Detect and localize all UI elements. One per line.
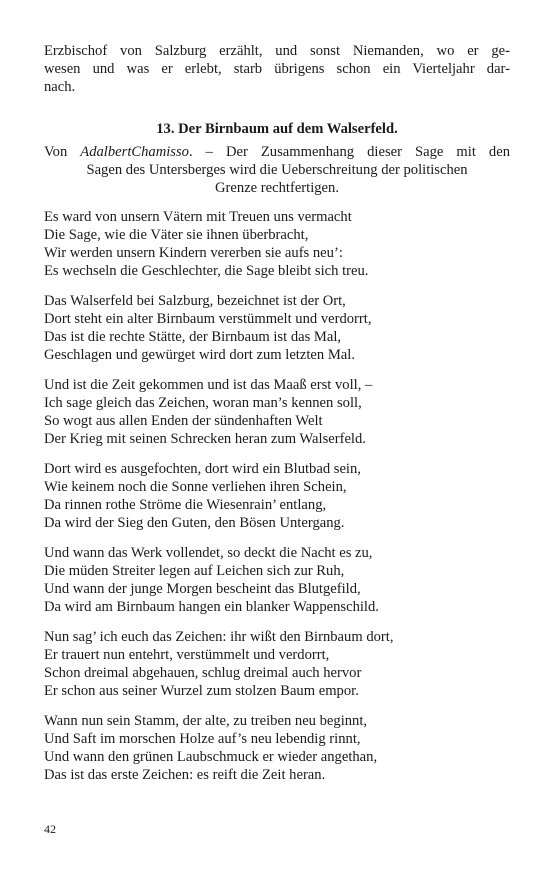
verse: Wir werden unsern Kindern vererben sie aufs neu’: bbox=[44, 245, 343, 261]
verse: Ich sage gleich das Zeichen, woran man’s kennen soll, bbox=[44, 395, 362, 411]
attribution-line-3: Grenze rechtfertigen. bbox=[215, 180, 339, 196]
poem bbox=[44, 208, 510, 796]
verse: Er trauert nun entehrt, verstümmelt und verdorrt, bbox=[44, 647, 330, 663]
stanza bbox=[44, 628, 510, 700]
verse: Dort wird es ausgefochten, dort wird ein Blutbad sein, bbox=[44, 461, 361, 477]
verse: Das ist das erste Zeichen: es reift die Zeit heran. bbox=[44, 767, 326, 783]
stanza bbox=[44, 712, 510, 784]
verse: Nun sag’ ich euch das Zeichen: ihr wißt den Birnbaum dort, bbox=[44, 629, 394, 645]
verse: Geschlagen und gewürget wird dort zum letzten Mal. bbox=[44, 347, 355, 363]
verse: Und Saft im morschen Holze auf’s neu lebendig rinnt, bbox=[44, 731, 361, 747]
verse: Und wann der junge Morgen bescheint das Blutgefild, bbox=[44, 581, 361, 597]
verse: Er schon aus seiner Wurzel zum stolzen Baum empor. bbox=[44, 683, 359, 699]
attribution-prefix: Von bbox=[44, 144, 81, 160]
stanza bbox=[44, 292, 510, 364]
verse: Die Sage, wie die Väter sie ihnen überbracht, bbox=[44, 227, 309, 243]
intro-line-1: Erzbischof von Salzburg erzählt, und sonst Niemanden, wo er ge- bbox=[44, 43, 510, 59]
page-number: 42 bbox=[44, 822, 56, 836]
attribution-line-1 bbox=[44, 143, 510, 161]
verse: Und wann das Werk vollendet, so deckt die Nacht es zu, bbox=[44, 545, 373, 561]
verse: Schon dreimal abgehauen, schlug dreimal auch hervor bbox=[44, 665, 362, 681]
attribution-line-2: Sagen des Untersberges wird die Ueberschreitung der politischen bbox=[86, 162, 468, 178]
verse: Da wird der Sieg den Guten, den Bösen Untergang. bbox=[44, 515, 345, 531]
attribution-rest: . – Der Zusammenhang dieser Sage mit den bbox=[188, 144, 510, 160]
attribution-author: AdalbertChamisso bbox=[80, 144, 189, 160]
intro-line-2: wesen und was er erlebt, starb übrigens schon ein Vierteljahr dar- bbox=[44, 61, 510, 77]
intro-paragraph bbox=[44, 42, 510, 96]
verse: Wann nun sein Stamm, der alte, zu treiben neu beginnt, bbox=[44, 713, 368, 729]
stanza bbox=[44, 376, 510, 448]
intro-line-3: nach. bbox=[44, 79, 76, 95]
stanza bbox=[44, 544, 510, 616]
section-heading: 13. Der Birnbaum auf dem Walserfeld. bbox=[156, 121, 398, 137]
verse: Da wird am Birnbaum hangen ein blanker Wappenschild. bbox=[44, 599, 379, 615]
verse: Der Krieg mit seinen Schrecken heran zum Walserfeld. bbox=[44, 431, 366, 447]
verse: Das ist die rechte Stätte, der Birnbaum ist das Mal, bbox=[44, 329, 342, 345]
stanza bbox=[44, 460, 510, 532]
verse: Es ward von unsern Vätern mit Treuen uns vermacht bbox=[44, 209, 352, 225]
verse: Und wann den grünen Laubschmuck er wieder angethan, bbox=[44, 749, 378, 765]
verse: Das Walserfeld bei Salzburg, bezeichnet ist der Ort, bbox=[44, 293, 346, 309]
verse: Und ist die Zeit gekommen und ist das Maaß erst voll, – bbox=[44, 377, 373, 393]
verse: So wogt aus allen Enden der sündenhaften Welt bbox=[44, 413, 323, 429]
verse: Dort steht ein alter Birnbaum verstümmelt und verdorrt, bbox=[44, 311, 372, 327]
verse: Die müden Streiter legen auf Leichen sich zur Ruh, bbox=[44, 563, 345, 579]
stanza bbox=[44, 208, 510, 280]
attribution-paragraph bbox=[44, 143, 510, 197]
verse: Es wechseln die Geschlechter, die Sage bleibt sich treu. bbox=[44, 263, 369, 279]
verse: Wie keinem noch die Sonne verliehen ihren Schein, bbox=[44, 479, 347, 495]
verse: Da rinnen rothe Ströme die Wiesenrain’ entlang, bbox=[44, 497, 327, 513]
